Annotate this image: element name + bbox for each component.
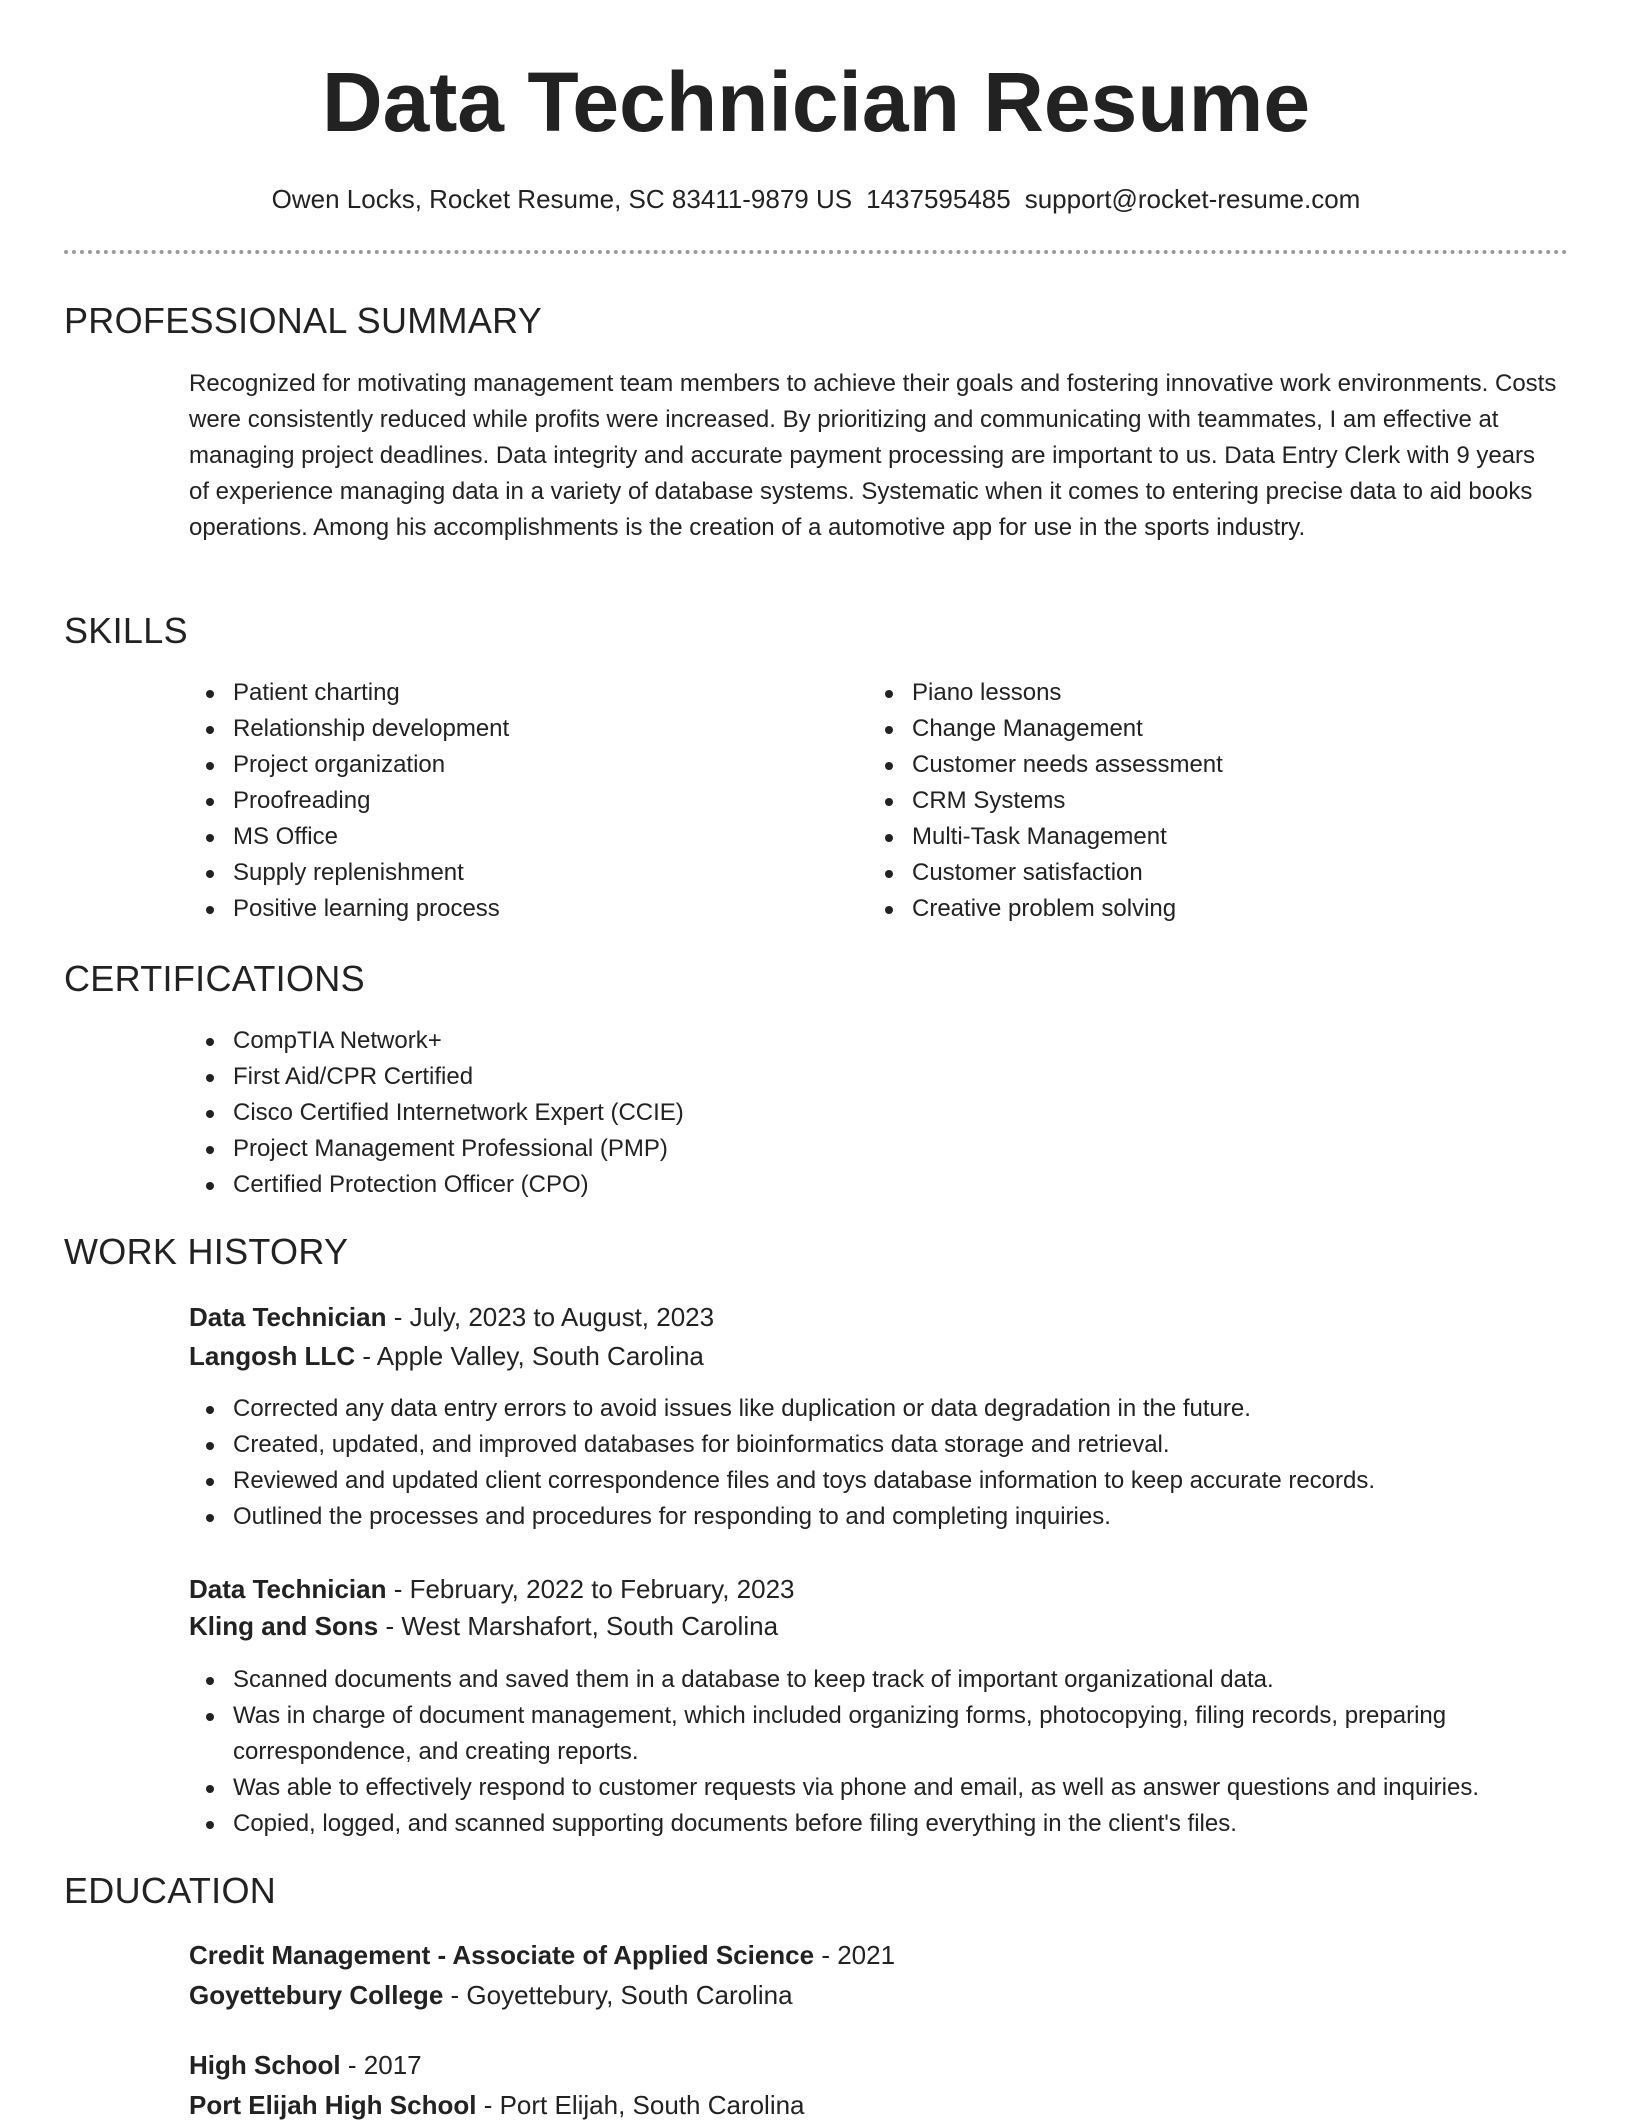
job-1-title-line: [189, 1299, 714, 1335]
summary-heading: PROFESSIONAL SUMMARY: [64, 300, 543, 341]
list-item: CompTIA Network+: [189, 1023, 1559, 1059]
list-item: Project organization: [189, 747, 849, 783]
page-title: Data Technician Resume: [321, 55, 1311, 149]
list-item: Was in charge of document management, which included organizing forms, photocopying, filing records, preparing correspondence, and creating reports.: [189, 1698, 1569, 1770]
list-item: Created, updated, and improved databases for bioinformatics data storage and retrieval.: [189, 1427, 1569, 1463]
contact-address: Owen Locks, Rocket Resume, SC 83411-9879 US: [271, 184, 853, 214]
list-item: MS Office: [189, 819, 849, 855]
list-item: Customer needs assessment: [868, 747, 1548, 783]
list-item: Proofreading: [189, 783, 849, 819]
list-item: CRM Systems: [868, 783, 1548, 819]
list-item: Project Management Professional (PMP): [189, 1131, 1559, 1167]
edu-degree: High School: [189, 2050, 341, 2080]
job-title: Data Technician: [189, 1574, 387, 1604]
list-item: Piano lessons: [868, 675, 1548, 711]
edu-2-school-line: [189, 2087, 805, 2123]
list-item: Supply replenishment: [189, 855, 849, 891]
job-company: Langosh LLC: [189, 1341, 356, 1371]
list-item: Was able to effectively respond to customer requests via phone and email, as well as answer questions and inquiries.: [189, 1770, 1569, 1806]
education-heading: EDUCATION: [64, 1870, 277, 1911]
list-item: Positive learning process: [189, 891, 849, 927]
summary-text: Recognized for motivating management team members to achieve their goals and fostering innovative work environments. Costs were consistently reduced while profits were increased. By prioritizing and communicating with teammates, I am effective at managing project deadlines. Data integrity and accurate payment processing are important to us. Data Entry Clerk with 9 years of experience managing data in a variety of database systems. Systematic when it comes to entering precise data to aid books operations. Among his accomplishments is the creation of a automotive app for use in the sports industry.: [189, 370, 1557, 541]
edu-1-school-line: [189, 1977, 793, 2013]
job-1-bullets: [189, 1391, 1569, 1535]
list-item: Creative problem solving: [868, 891, 1548, 927]
job-2-title-line: [189, 1571, 795, 1607]
header-divider: [64, 250, 1568, 254]
contact-phone: 1437595485: [866, 184, 1011, 214]
list-item: Copied, logged, and scanned supporting documents before filing everything in the client's files.: [189, 1806, 1569, 1842]
list-item: Scanned documents and saved them in a database to keep track of important organizational data.: [189, 1662, 1569, 1698]
job-company: Kling and Sons: [189, 1611, 379, 1641]
edu-degree: Credit Management - Associate of Applied Science: [189, 1940, 815, 1970]
list-item: Corrected any data entry errors to avoid issues like duplication or data degradation in the future.: [189, 1391, 1569, 1427]
list-item: Cisco Certified Internetwork Expert (CCIE): [189, 1095, 1559, 1131]
list-item: Reviewed and updated client correspondence files and toys database information to keep accurate records.: [189, 1463, 1569, 1499]
edu-school: Goyettebury College: [189, 1980, 444, 2010]
contact-line: [0, 183, 1632, 215]
job-2-company-line: [189, 1608, 778, 1644]
edu-1-degree-line: [189, 1937, 895, 1973]
list-item: Multi-Task Management: [868, 819, 1548, 855]
list-item: Relationship development: [189, 711, 849, 747]
list-item: Patient charting: [189, 675, 849, 711]
job-1-company-line: [189, 1338, 704, 1374]
edu-year: - 2021: [814, 1940, 896, 1970]
list-item: Outlined the processes and procedures for responding to and completing inquiries.: [189, 1499, 1569, 1535]
list-item: First Aid/CPR Certified: [189, 1059, 1559, 1095]
work-history-heading: WORK HISTORY: [64, 1231, 349, 1272]
edu-location: - Port Elijah, South Carolina: [476, 2090, 805, 2120]
skills-list-left: [189, 675, 849, 927]
job-dates: - July, 2023 to August, 2023: [386, 1302, 715, 1332]
list-item: Certified Protection Officer (CPO): [189, 1167, 1559, 1203]
certifications-list: [189, 1023, 1559, 1203]
list-item: Change Management: [868, 711, 1548, 747]
job-title: Data Technician: [189, 1302, 387, 1332]
edu-year: - 2017: [340, 2050, 422, 2080]
list-item: Customer satisfaction: [868, 855, 1548, 891]
skills-heading: SKILLS: [64, 610, 188, 651]
edu-location: - Goyettebury, South Carolina: [443, 1980, 793, 2010]
contact-email: support@rocket-resume.com: [1024, 184, 1361, 214]
job-2-bullets: [189, 1662, 1569, 1842]
edu-2-degree-line: [189, 2047, 422, 2083]
skills-list-right: [868, 675, 1548, 927]
job-location: - Apple Valley, South Carolina: [355, 1341, 704, 1371]
certifications-heading: CERTIFICATIONS: [64, 958, 365, 999]
edu-school: Port Elijah High School: [189, 2090, 477, 2120]
job-location: - West Marshafort, South Carolina: [378, 1611, 779, 1641]
job-dates: - February, 2022 to February, 2023: [386, 1574, 795, 1604]
